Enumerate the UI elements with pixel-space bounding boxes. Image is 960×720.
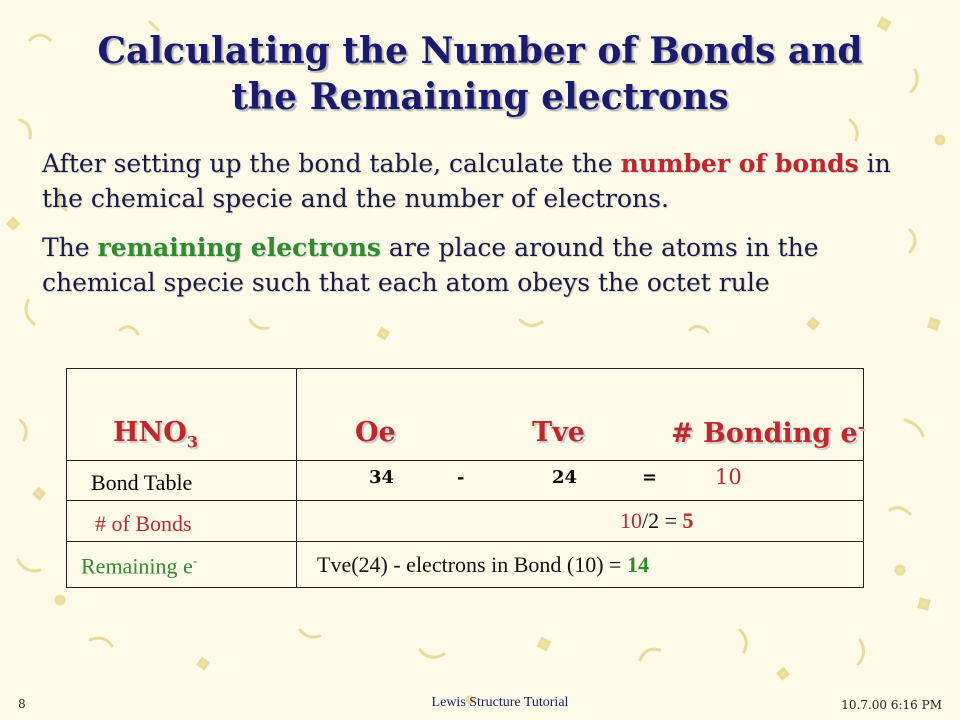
oe-header: Oe [355, 417, 396, 448]
species-subscript: 3 [186, 432, 198, 452]
species-header [113, 417, 198, 451]
table-divider-vertical [296, 369, 297, 587]
paragraph-remaining [42, 230, 902, 300]
table-divider-row-1 [67, 460, 863, 461]
row-label-bond-table: Bond Table [91, 470, 193, 495]
bond-table [66, 368, 864, 588]
footer-date: 10.7.00 6:16 PM [841, 698, 942, 712]
row1-result: 10 [715, 465, 742, 489]
row2-result: 5 [682, 508, 694, 533]
paragraph-1-text: After setting up the bond table, calculate the [42, 149, 621, 178]
paragraph-1-highlight: number of bonds [620, 149, 859, 178]
title-line-1: Calculating the Number of Bonds and [97, 30, 863, 72]
row1-tve-value: 24 [552, 467, 578, 488]
paragraph-2-text: The [42, 233, 98, 262]
row-label-num-bonds: # of Bonds [95, 511, 192, 536]
paragraph-bonds [42, 146, 902, 216]
bonding-header-sup: - [857, 417, 865, 436]
slide-number: 8 [18, 697, 26, 711]
row1-minus: - [457, 467, 465, 488]
tve-header: Tve [532, 417, 585, 448]
title-line-2: the Remaining electrons [231, 76, 729, 118]
paragraph-2-text-end: are place around the atoms in the chemical specie such that each atom obeys the octet rule [42, 233, 819, 297]
table-divider-row-3 [67, 541, 863, 542]
row3-expression-text: Tve(24) - electrons in Bond (10) = [317, 552, 622, 577]
bonding-electrons-header [671, 417, 864, 449]
row3-expression [317, 552, 649, 578]
row2-rest: /2 = [642, 508, 678, 533]
footer-title: Lewis Structure Tutorial [431, 695, 569, 710]
row1-equals: = [642, 467, 658, 488]
remaining-label-text: Remaining e [81, 553, 193, 579]
row3-result: 14 [626, 552, 649, 577]
paragraph-2-highlight: remaining electrons [97, 233, 381, 262]
remaining-label-sup: - [192, 553, 198, 568]
paragraph-1-text-end: in the chemical specie and the number of electrons. [42, 149, 891, 213]
table-divider-row-2 [67, 500, 863, 501]
row2-numerator: 10 [620, 508, 642, 533]
bonding-header-text: # Bonding e [671, 418, 858, 449]
row1-oe-value: 34 [369, 467, 395, 488]
row-label-remaining [81, 553, 197, 579]
slide-title [40, 28, 920, 120]
row2-expression [620, 508, 694, 534]
species-formula: HNO [113, 417, 187, 448]
